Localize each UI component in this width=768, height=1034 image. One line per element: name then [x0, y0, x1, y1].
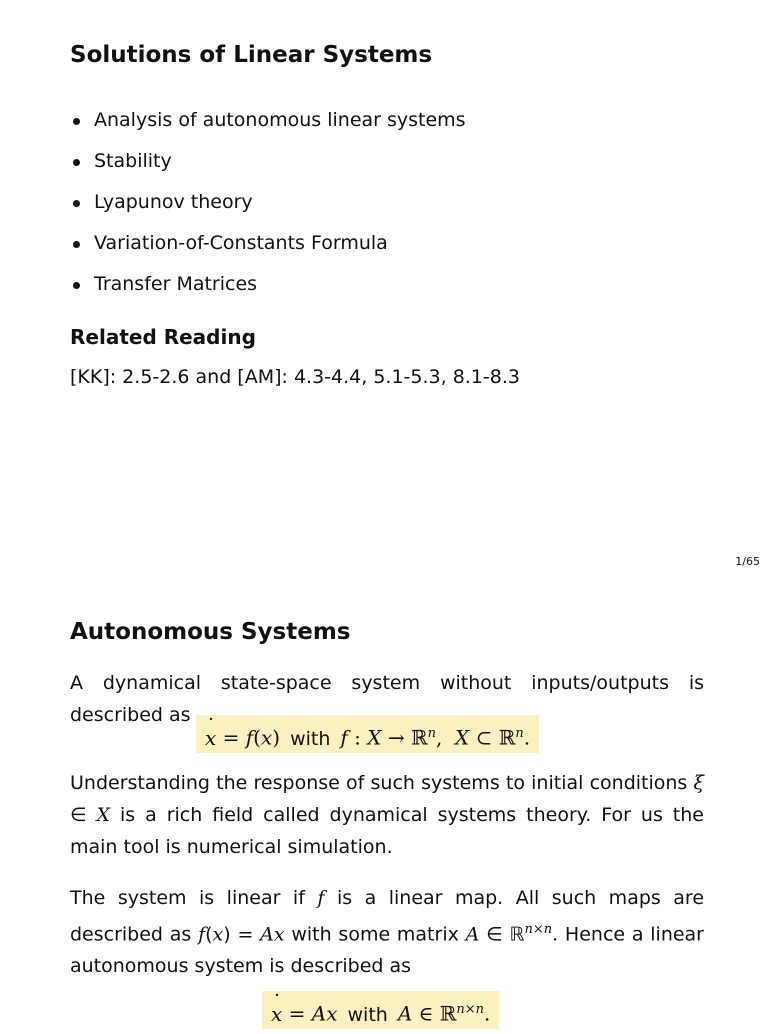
list-item: Transfer Matrices	[70, 270, 466, 311]
paragraph-linear: The system is linear if f is a linear map. All such maps are described as f(x) = Ax with some matrix A ∈ ℝ$^{n\times n}$. Hence a linear autonomous system is described as	[70, 887, 705, 978]
page-number: 1/65	[735, 555, 760, 568]
paragraph-dynamics: Understanding the response of such systems to initial conditions ξ ∈ X is a rich field called dynamical systems theory. For us the main tool is numerical simulation.	[70, 772, 704, 858]
equation-word: with	[290, 727, 331, 750]
paragraph-text: The system is linear if	[70, 887, 305, 909]
equation-word: with	[347, 1003, 388, 1026]
related-reading-text: [KK]: 2.5-2.6 and [AM]: 4.3-4.4, 5.1-5.3, 8.1-8.3	[70, 366, 520, 388]
paragraph-text: is a linear map. All such maps are described as	[70, 887, 705, 946]
paragraph-text: is a rich field called dynamical systems theory. For us the main tool is numerical simulation.	[70, 804, 704, 858]
slide-2	[0, 580, 768, 1024]
paragraph-text: with some matrix	[291, 923, 459, 946]
paragraph-text: Understanding the response of such systems to initial conditions	[70, 772, 688, 794]
topic-list	[70, 106, 466, 311]
equation-box-nonlinear: x ˙ = f(x) with f : X → ℝ$^n$, X ⊂ ℝ$^n$.	[196, 715, 539, 753]
paragraph-text: . Hence a linear autonomous system is described as	[70, 923, 704, 978]
slide-title: Autonomous Systems	[70, 619, 351, 645]
list-item: Analysis of autonomous linear systems	[70, 106, 466, 147]
list-item: Variation-of-Constants Formula	[70, 229, 466, 270]
list-item: Stability	[70, 147, 466, 188]
related-reading-heading: Related Reading	[70, 325, 256, 349]
paragraph-text: A dynamical state-space system without inputs/outputs is described as	[70, 672, 704, 726]
list-item: Lyapunov theory	[70, 188, 466, 229]
slide-title: Solutions of Linear Systems	[70, 42, 433, 68]
equation-box-linear: x ˙ = Ax with A ∈ ℝ$^{n\times n}$.	[262, 991, 499, 1029]
